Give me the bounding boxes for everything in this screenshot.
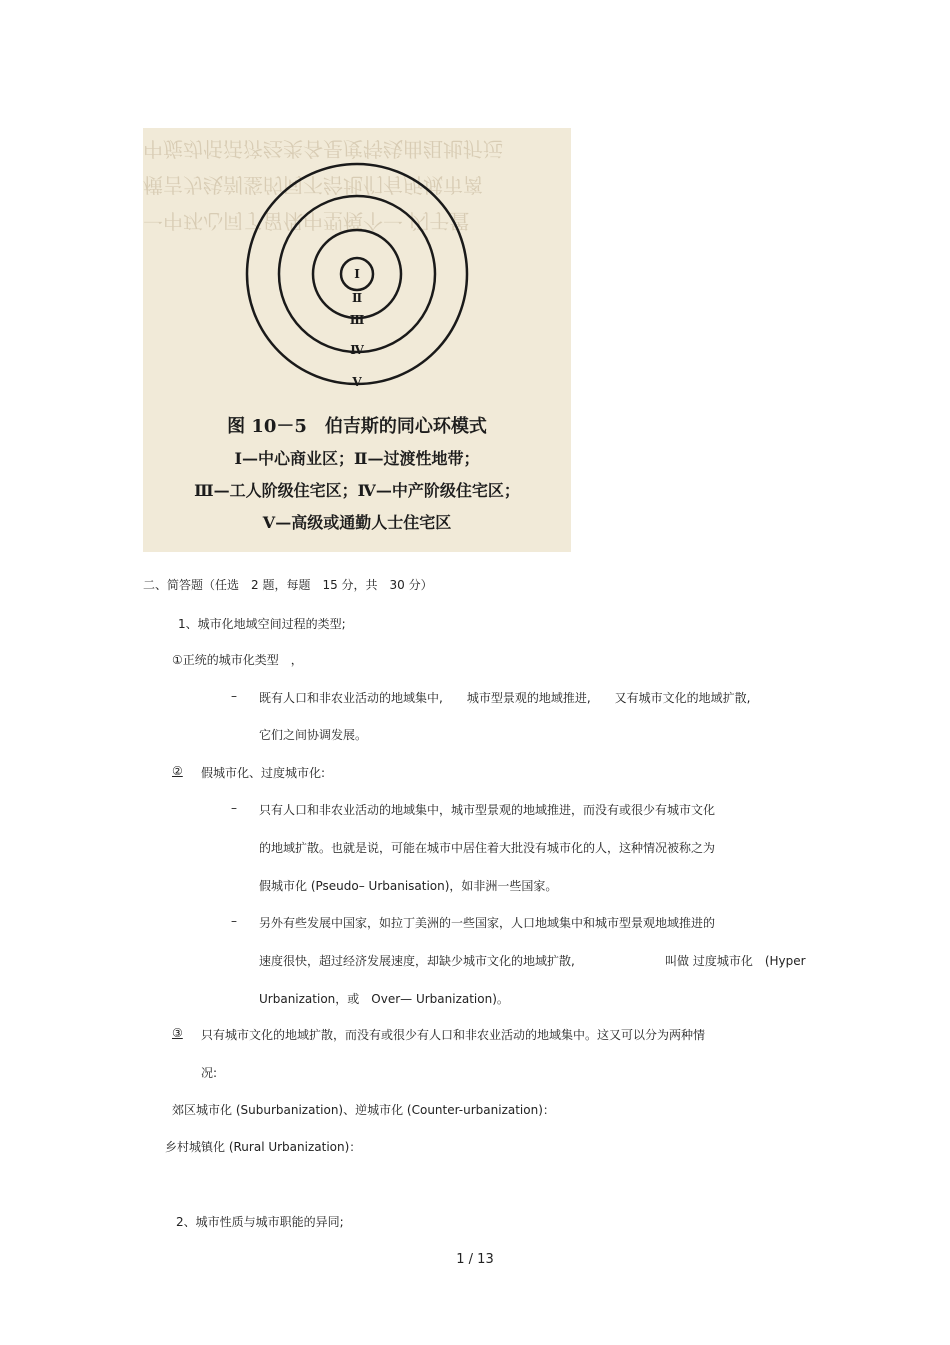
figure-caption-line: Ⅲ—工人阶级住宅区；Ⅳ—中产阶级住宅区； — [194, 481, 520, 500]
type-2-title: 假城市化、过度城市化: — [201, 766, 326, 780]
section-heading: 二、简答题（任选 2 题，每题 15 分，共 30 分） — [143, 578, 433, 592]
paragraph-line: 的地域扩散。也就是说，可能在城市中居住着大批没有城市化的人，这种情况被称之为 — [259, 841, 716, 855]
type-1-title: ①正统的城市化类型 ， — [172, 653, 303, 667]
question-1-title: 1、城市化地域空间过程的类型; — [178, 617, 346, 631]
figure-caption-title: 图 10－5 伯吉斯的同心环模式 — [227, 416, 487, 437]
paragraph-line: 郊区城市化 (Suburbanization)、逆城市化 (Counter-urbanization)： — [172, 1103, 555, 1117]
paragraph-line: 乡村城镇化 (Rural Urbanization)： — [165, 1140, 362, 1154]
figure-caption-line: Ⅴ—高级或通勤人士住宅区 — [262, 513, 452, 532]
paragraph-line: 另外有些发展中国家，如拉丁美洲的一些国家，人口地域集中和城市型景观地域推进的 — [259, 916, 716, 930]
page-number: 1 / 13 — [456, 1252, 494, 1267]
list-dash: – — [231, 914, 237, 928]
paragraph-line: Urbanization，或 Over— Urbanization)。 — [259, 992, 509, 1006]
zone-label: Ⅳ — [350, 343, 364, 357]
list-dash: – — [231, 689, 237, 703]
list-dash: – — [231, 801, 237, 815]
paragraph-line: 假城市化 (Pseudo– Urbanisation)，如非洲一些国家。 — [259, 879, 558, 893]
paragraph-line: 速度很快，超过经济发展速度，却缺少城市文化的地域扩散, — [259, 954, 575, 968]
paragraph-line: 只有城市文化的地域扩散，而没有或很少有人口和非农业活动的地域集中。这又可以分为两种情 — [201, 1028, 706, 1042]
paragraph-line: 它们之间协调发展。 — [259, 728, 368, 742]
paragraph-line: 只有人口和非农业活动的地域集中，城市型景观的地域推进，而没有或很少有城市文化 — [259, 803, 716, 817]
paragraph-line: 既有人口和非农业活动的地域集中, 城市型景观的地域推进, 又有城市文化的地域扩散, — [259, 691, 751, 705]
zone-label: Ⅰ — [354, 267, 360, 281]
type-3-number: ③ — [172, 1026, 183, 1040]
question-2-title: 2、城市性质与城市职能的异同; — [176, 1215, 344, 1229]
figure-bleedthrough-text: 一中环心同了留保中型模个一 闪于置 — [143, 209, 470, 233]
figure-bleedthrough-text: 中旋动恬活济经类各是度特线曲组地折远 — [143, 137, 503, 161]
zone-label: Ⅲ — [349, 313, 365, 327]
concentric-zone-figure — [143, 128, 571, 552]
paragraph-line: 况: — [201, 1066, 218, 1080]
zone-label: Ⅱ — [351, 291, 363, 305]
type-2-number: ② — [172, 764, 183, 778]
paragraph-line: 叫做 过度城市化 (Hyper — [665, 954, 806, 968]
zone-label: Ⅴ — [352, 375, 362, 389]
figure-caption-line: Ⅰ—中心商业区；Ⅱ—过渡性地带； — [234, 449, 480, 468]
figure-bleedthrough-text: 横吉为线剖鉴的同不给地们有所城市离 — [143, 173, 483, 197]
